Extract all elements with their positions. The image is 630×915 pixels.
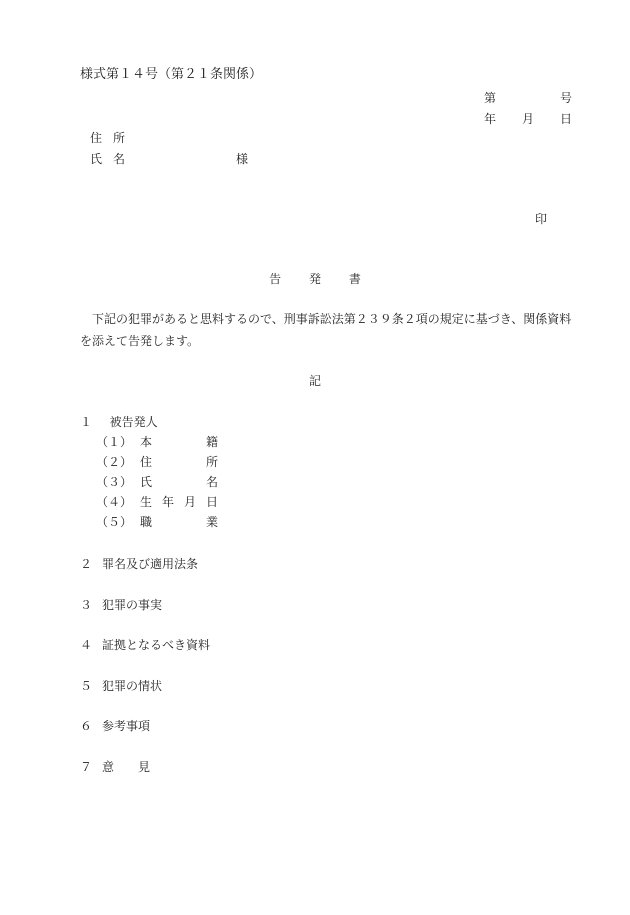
item-label: 罪名及び適用法条 <box>102 557 199 571</box>
item-number: ３ <box>80 598 93 612</box>
sub-item-char: 氏 <box>140 475 153 489</box>
ref-dai: 第 <box>484 91 497 105</box>
address-label-2: 所 <box>113 131 126 145</box>
list-item <box>80 678 162 694</box>
date-day: 日 <box>560 112 573 126</box>
sub-item-char: 住 <box>140 455 153 469</box>
title-char: 告 <box>269 272 282 286</box>
sub-item-char: 日 <box>205 495 218 509</box>
sub-item-char: 月 <box>183 495 196 509</box>
item-label: 被告発人 <box>109 415 158 429</box>
sub-item-number: （５） <box>96 515 133 529</box>
sub-item-char: 所 <box>205 455 218 469</box>
item-number: ７ <box>80 760 93 774</box>
item-label: 参考事項 <box>102 719 151 733</box>
item-number: ５ <box>80 679 93 693</box>
sub-item-number: （１） <box>96 435 133 449</box>
item-label: 犯罪の情状 <box>102 679 163 693</box>
date-year: 年 <box>484 112 497 126</box>
list-item <box>80 759 150 775</box>
list-item <box>80 414 158 430</box>
item-label: 犯罪の事実 <box>102 598 163 612</box>
seal-mark: 印 <box>535 212 548 226</box>
item-number: ４ <box>80 638 93 652</box>
sub-item-char: 籍 <box>205 435 218 449</box>
title-char: 発 <box>308 272 321 286</box>
date-month: 月 <box>522 112 535 126</box>
list-item <box>80 556 198 572</box>
sub-item-number: （３） <box>96 475 133 489</box>
sub-item-char: 職 <box>140 515 153 529</box>
sub-item <box>96 494 218 510</box>
item-number: ２ <box>80 557 93 571</box>
sub-item-number: （２） <box>96 455 133 469</box>
ref-go: 号 <box>560 91 573 105</box>
item-label: 証拠となるべき資料 <box>102 638 211 652</box>
list-item <box>80 597 162 613</box>
sub-item-char: 本 <box>140 435 153 449</box>
address-label-1: 住 <box>90 131 103 145</box>
sub-item-number: （４） <box>96 495 133 509</box>
item-number: １ <box>80 415 93 429</box>
body-paragraph: 下記の犯罪があると思料するので、刑事訴訟法第２３９条２項の規定に基づき、関係資料を添えて告発します。 <box>80 312 572 348</box>
document-title <box>0 271 630 287</box>
sub-item <box>96 474 218 490</box>
title-char: 書 <box>348 272 361 286</box>
list-item <box>80 637 210 653</box>
sub-item-char: 業 <box>205 515 218 529</box>
ki-heading: 記 <box>308 374 321 388</box>
sub-item-char: 年 <box>161 495 174 509</box>
name-label-1: 氏 <box>90 152 103 166</box>
name-label-2: 名 <box>113 152 126 166</box>
sub-item <box>96 434 218 450</box>
list-item <box>80 718 150 734</box>
honorific: 様 <box>236 152 249 166</box>
form-number: 様式第１４号（第２１条関係） <box>80 67 263 82</box>
sub-item <box>96 514 218 530</box>
sub-item-char: 名 <box>205 475 218 489</box>
item-number: ６ <box>80 719 93 733</box>
sub-item-char: 生 <box>140 495 153 509</box>
item-label: 意 見 <box>102 760 151 774</box>
sub-item <box>96 454 218 470</box>
